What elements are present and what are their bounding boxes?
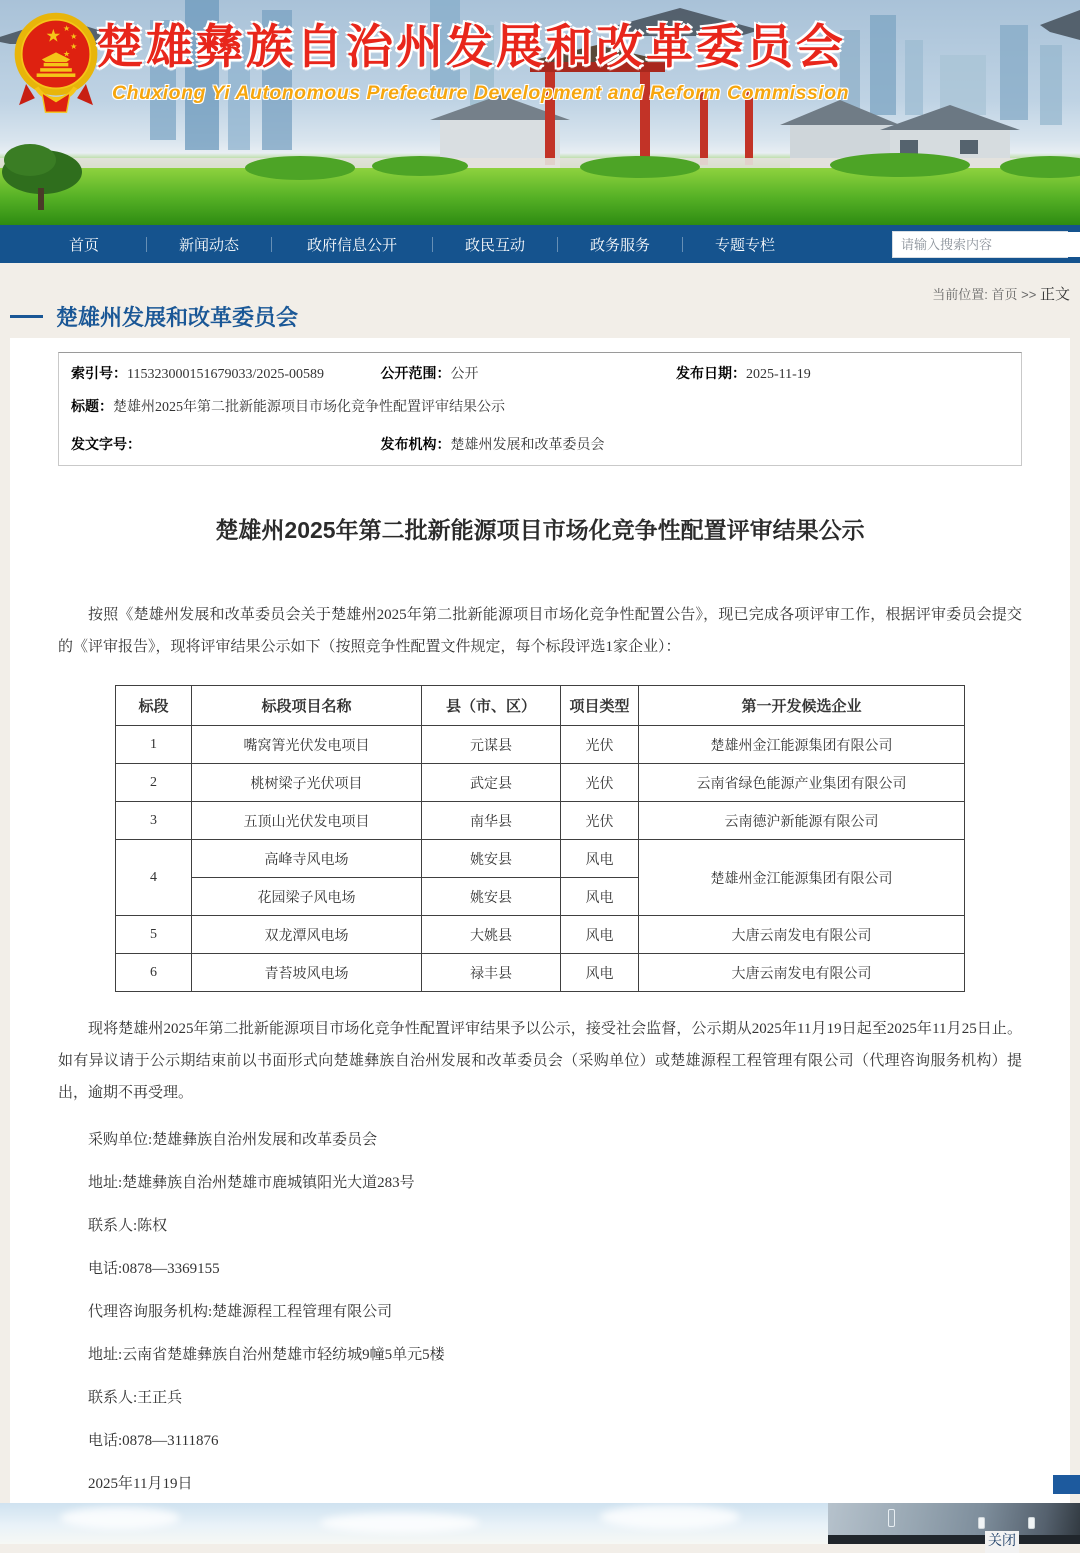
search-input[interactable] — [893, 232, 1080, 257]
article-paragraph-1: 按照《楚雄州发展和改革委员会关于楚雄州2025年第二批新能源项目市场化竞争性配置公告》，现已完成各项评审工作，根据评审委员会提交的《评审报告》，现将评审结果公示如下（按照竞争性配置文件规定，每个标段评选1家企业）： — [58, 607, 1022, 655]
cell-project: 五顶山光伏发电项目 — [192, 802, 422, 840]
col-header-county: 县（市、区） — [422, 686, 561, 726]
contact-block — [58, 1119, 1022, 1506]
photo-detail — [1028, 1517, 1035, 1529]
nav-item-services[interactable]: 政务服务 — [589, 236, 650, 254]
nav-item-home[interactable]: 首页 — [68, 236, 99, 254]
article-date: 2025年11月19日 — [88, 1476, 193, 1492]
cell-county: 禄丰县 — [422, 954, 561, 992]
cell-project: 嘴窝箐光伏发电项目 — [192, 726, 422, 764]
cell-type: 风电 — [561, 878, 639, 916]
col-header-segment: 标段 — [116, 686, 192, 726]
nav-item-topics[interactable]: 专题专栏 — [714, 236, 775, 254]
cell-segment: 2 — [116, 764, 192, 802]
meta-title-label: 标题： — [71, 398, 113, 414]
cell-segment: 3 — [116, 802, 192, 840]
nav-item-news[interactable]: 新闻动态 — [178, 236, 239, 254]
svg-text:★: ★ — [63, 49, 71, 59]
table-row — [116, 916, 965, 954]
cell-county: 姚安县 — [422, 840, 561, 878]
meta-index-label: 索引号： — [71, 365, 127, 381]
cell-type: 光伏 — [561, 726, 639, 764]
table-row — [116, 726, 965, 764]
cell-project: 青苔坡风电场 — [192, 954, 422, 992]
cell-project: 花园梁子风电场 — [192, 878, 422, 916]
cloud-decoration — [600, 1505, 740, 1529]
col-header-type: 项目类型 — [561, 686, 639, 726]
emblem-star-big: ★ — [45, 25, 62, 46]
cell-segment: 4 — [116, 840, 192, 916]
cell-county: 元谋县 — [422, 726, 561, 764]
cell-county: 武定县 — [422, 764, 561, 802]
table-row — [116, 954, 965, 992]
search-box — [892, 231, 1068, 258]
cell-company: 大唐云南发电有限公司 — [639, 954, 965, 992]
floating-side-widget[interactable] — [1053, 1475, 1080, 1494]
meta-scope-label: 公开范围： — [380, 365, 451, 381]
meta-docno-label: 发文字号： — [71, 436, 141, 452]
meta-agency-value: 楚雄州发展和改革委员会 — [450, 438, 605, 453]
contact-line-agency: 代理咨询服务机构:楚雄源程工程管理有限公司 — [88, 1304, 393, 1320]
cell-segment: 5 — [116, 916, 192, 954]
svg-text:★: ★ — [70, 41, 78, 51]
breadcrumb-separator: >> — [1021, 287, 1037, 302]
contact-line-address-2: 地址:云南省楚雄彝族自治州楚雄市轻纺城9幢5单元5楼 — [88, 1347, 445, 1363]
cell-project: 双龙潭风电场 — [192, 916, 422, 954]
meta-date-label: 发布日期： — [676, 365, 746, 381]
svg-text:★: ★ — [63, 24, 71, 34]
meta-scope-value: 公开 — [450, 367, 479, 382]
contact-line-address-1: 地址:楚雄彝族自治州楚雄市鹿城镇阳光大道283号 — [88, 1175, 415, 1191]
table-row — [116, 840, 965, 878]
table-header-row — [116, 686, 965, 726]
contact-line-phone-2: 电话:0878—3111876 — [88, 1433, 219, 1449]
cell-type: 风电 — [561, 954, 639, 992]
cell-project: 高峰寺风电场 — [192, 840, 422, 878]
table-row — [116, 764, 965, 802]
section-title-dash — [10, 315, 43, 318]
footer — [0, 1503, 1080, 1549]
col-header-project: 标段项目名称 — [192, 686, 422, 726]
footer-building-photo — [828, 1503, 1080, 1544]
photo-detail — [978, 1517, 985, 1529]
cell-county: 南华县 — [422, 802, 561, 840]
photo-detail — [888, 1509, 895, 1527]
title-strip — [0, 263, 1080, 338]
meta-index-value: 115323000151679033/2025-00589 — [127, 367, 325, 382]
main-nav — [0, 225, 1080, 263]
cell-project: 桃树梁子光伏项目 — [192, 764, 422, 802]
table-row — [116, 802, 965, 840]
document-meta-box — [58, 352, 1022, 466]
cell-company: 楚雄州金江能源集团有限公司 — [639, 840, 965, 916]
meta-date-value: 2025-11-19 — [746, 367, 811, 382]
site-title: 楚雄彝族自治州发展和改革委员会 — [96, 20, 846, 73]
article-title: 楚雄州2025年第二批新能源项目市场化竞争性配置评审结果公示 — [215, 517, 865, 543]
cell-county: 大姚县 — [422, 916, 561, 954]
cell-type: 风电 — [561, 840, 639, 878]
cell-type: 光伏 — [561, 764, 639, 802]
col-header-company: 第一开发候选企业 — [639, 686, 965, 726]
cell-type: 光伏 — [561, 802, 639, 840]
national-emblem-icon — [12, 6, 100, 118]
article-paragraph-2: 现将楚雄州2025年第二批新能源项目市场化竞争性配置评审结果予以公示，接受社会监督，公示期从2025年11月19日起至2025年11月25日止。如有异议请于公示期结束前以书面形式向楚雄彝族自治州发展和改革委员会（采购单位）或楚雄源程工程管理有限公司（代理咨询服务机构）提出，逾期不再受理。 — [58, 1021, 1022, 1101]
breadcrumb — [932, 283, 1070, 304]
site-subtitle: Chuxiong Yi Autonomous Prefecture Development and Reform Commission — [112, 82, 850, 104]
content-panel — [10, 338, 1070, 1503]
photo-detail — [828, 1535, 1080, 1544]
contact-line-purchaser: 采购单位:楚雄彝族自治州发展和改革委员会 — [88, 1132, 378, 1148]
cell-type: 风电 — [561, 916, 639, 954]
site-banner — [0, 0, 1080, 225]
cell-segment: 1 — [116, 726, 192, 764]
contact-line-person-1: 联系人:陈权 — [88, 1218, 168, 1234]
nav-item-gov-info[interactable]: 政府信息公开 — [306, 236, 397, 254]
breadcrumb-home-link[interactable]: 首页 — [991, 287, 1018, 302]
breadcrumb-prefix: 当前位置: — [932, 287, 988, 302]
results-table — [115, 685, 965, 992]
svg-text:★: ★ — [70, 32, 78, 42]
cloud-decoration — [320, 1513, 480, 1533]
meta-title-value: 楚雄州2025年第二批新能源项目市场化竞争性配置评审结果公示 — [113, 400, 505, 415]
section-title: 楚雄州发展和改革委员会 — [56, 305, 299, 330]
breadcrumb-current[interactable]: 正文 — [1039, 286, 1070, 303]
contact-line-person-2: 联系人:王正兵 — [88, 1390, 183, 1406]
contact-line-phone-1: 电话:0878—3369155 — [88, 1261, 220, 1277]
cell-segment: 6 — [116, 954, 192, 992]
cell-company: 云南省绿色能源产业集团有限公司 — [639, 764, 965, 802]
cell-company: 楚雄州金江能源集团有限公司 — [639, 726, 965, 764]
meta-agency-label: 发布机构： — [380, 436, 451, 452]
cell-company: 大唐云南发电有限公司 — [639, 916, 965, 954]
close-page-link[interactable]: 关闭 — [985, 1531, 1019, 1553]
cell-company: 云南德沪新能源有限公司 — [639, 802, 965, 840]
cell-county: 姚安县 — [422, 878, 561, 916]
nav-item-interaction[interactable]: 政民互动 — [464, 236, 525, 254]
cloud-decoration — [60, 1507, 180, 1529]
